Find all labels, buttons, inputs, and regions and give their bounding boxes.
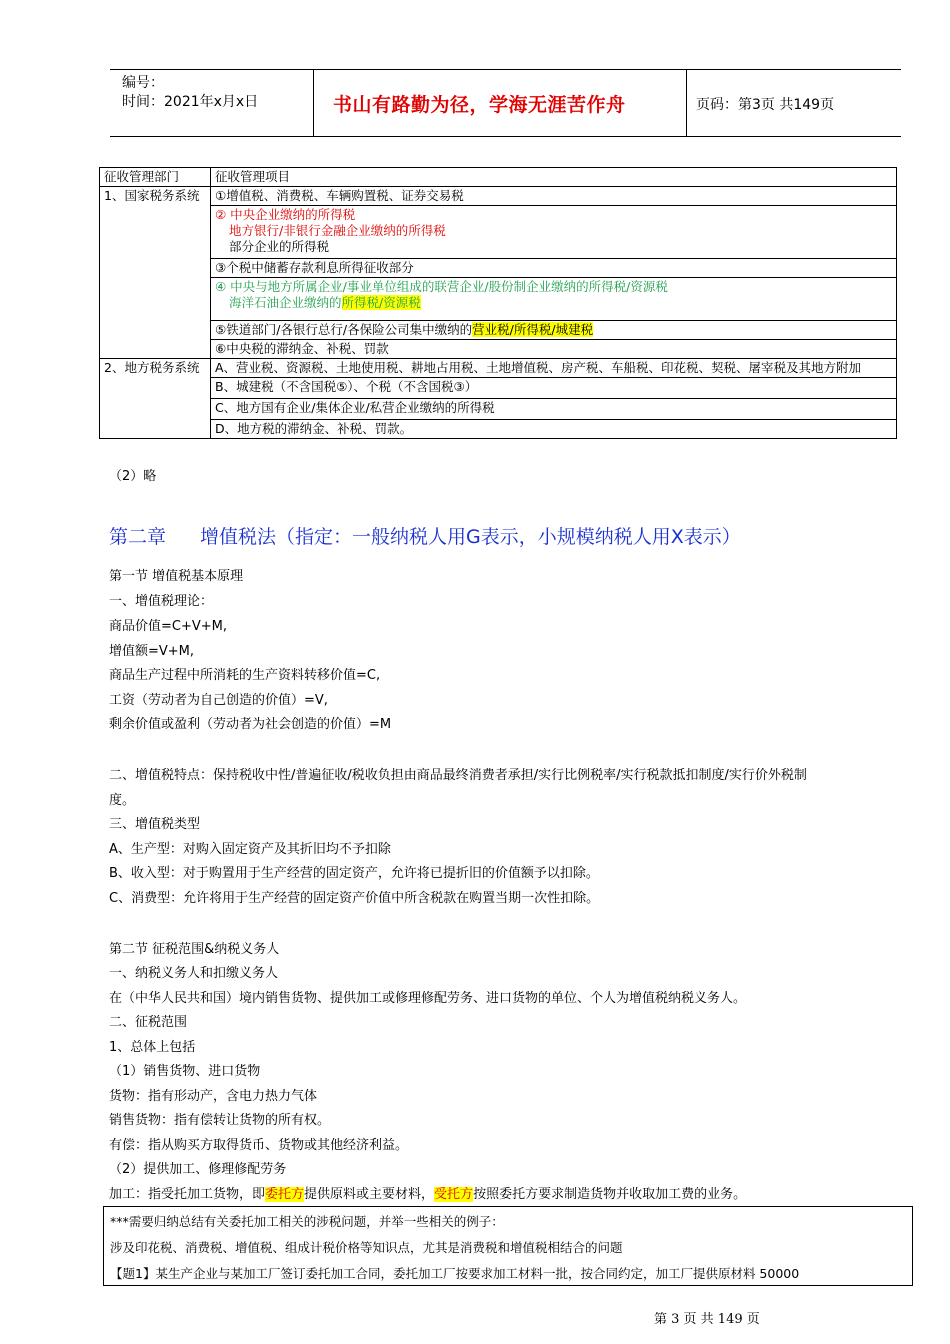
national-item-4b-text: 海洋石油企业缴纳的 [229, 295, 342, 310]
goods-1: （1）销售货物、进口货物 [109, 1064, 261, 1079]
table-row [100, 206, 897, 259]
table-row [100, 340, 897, 359]
national-item-2a: ② 中央企业缴纳的所得税 [215, 207, 356, 222]
type-c: C、消费型：允许将用于生产经营的固定资产价值中所含税款在购置当期一次性扣除。 [109, 891, 600, 906]
table-row [100, 420, 897, 439]
dept-local: 2、地方税务系统 [100, 359, 211, 439]
header-divider-right [686, 70, 687, 136]
national-item-4a: ④ 中央与地方所属企业/事业单位组成的联营企业/股份制企业缴纳的所得税/资源税 [215, 279, 668, 294]
national-item-5-highlight: 营业税/所得税/城建税 [472, 322, 594, 337]
processing-text-b: 提供原料或主要材料， [304, 1187, 435, 1202]
section-1-item-2: 二、增值税特点：保持税收中性/普遍征收/税收负担由商品最终消费者承担/实行比例税率/实行税款抵扣制度/实行价外税制 [109, 768, 807, 783]
col-header-department: 征收管理部门 [100, 168, 211, 187]
national-item-3: ③个税中储蓄存款利息所得征收部分 [211, 259, 897, 278]
section-2-item-2-1: 1、总体上包括 [109, 1040, 196, 1055]
national-item-2 [211, 206, 897, 259]
national-item-2c: 部分企业的所得税 [229, 239, 330, 254]
national-item-4b [215, 295, 892, 311]
header-time-label: 时间：2021年x月x日 [122, 94, 259, 110]
processing-text-c: 按照委托方要求制造货物并收取加工费的业务。 [473, 1187, 747, 1202]
processing-highlight-principal: 委托方 [265, 1187, 305, 1202]
note-line-3: 【题1】某生产企业与某加工厂签订委托加工合同，委托加工厂按要求加工材料一批，按合同约定，加工厂提供原材料 50000 [110, 1266, 800, 1281]
formula-1: 商品价值=C+V+M, [109, 619, 227, 634]
table-row [100, 278, 897, 321]
section-1-item-1: 一、增值税理论： [109, 594, 214, 609]
goods-4: 有偿：指从购买方取得货币、货物或其他经济利益。 [109, 1138, 409, 1153]
goods-5: （2）提供加工、修理修配劳务 [109, 1162, 287, 1177]
table-row [100, 399, 897, 420]
national-item-1: ①增值税、消费税、车辆购置税、证券交易税 [211, 187, 897, 206]
national-item-4b-highlight: 所得税/资源税 [341, 295, 421, 310]
local-item-a: A、营业税、资源税、土地使用税、耕地占用税、土地增值税、房产税、车船税、印花税、契税、屠宰税及其地方附加 [211, 359, 897, 378]
dept-national: 1、国家税务系统 [100, 187, 211, 359]
national-item-5-text: ⑤铁道部门/各银行总行/各保险公司集中缴纳的 [215, 322, 473, 337]
formula-2: 增值额=V+M, [109, 644, 195, 659]
header-bottom-rule [110, 136, 901, 137]
national-item-2b: 地方银行/非银行金融企业缴纳的所得税 [229, 223, 446, 238]
local-item-c: C、地方国有企业/集体企业/私营企业缴纳的所得税 [211, 399, 897, 420]
section-2-title: 第二节 征税范围&纳税义务人 [109, 942, 280, 957]
header-page-info: 页码：第3页 共149页 [696, 97, 835, 113]
header-top-rule [110, 69, 901, 70]
type-b: B、收入型：对于购置用于生产经营的固定资产，允许将已提折旧的价值额予以扣除。 [109, 866, 599, 881]
formula-4: 工资（劳动者为自己创造的价值）=V, [109, 693, 328, 708]
table-row [100, 321, 897, 340]
table-header-row [100, 168, 897, 187]
header-number-label: 编号： [122, 75, 164, 91]
chapter-number: 第二章 [109, 526, 167, 548]
note-box [103, 1206, 913, 1286]
chapter-heading [109, 522, 741, 549]
table-row [100, 259, 897, 278]
formula-3: 商品生产过程中所消耗的生产资料转移价值=C, [109, 668, 381, 683]
section-1-title: 第一节 增值税基本原理 [109, 569, 244, 584]
national-item-4 [211, 278, 897, 321]
page-footer: 第 3 页 共 149 页 [654, 1312, 760, 1327]
section-2-item-1-text: 在（中华人民共和国）境内销售货物、提供加工或修理修配劳务、进口货物的单位、个人为增值税纳税义务人。 [109, 991, 747, 1006]
note-line-2: 涉及印花税、消费税、增值税、组成计税价格等知识点，尤其是消费税和增值税相结合的问题 [110, 1240, 623, 1255]
header-motto: 书山有路勤为径，学海无涯苦作舟 [333, 94, 626, 116]
col-header-items: 征收管理项目 [211, 168, 897, 187]
local-item-b: B、城建税（不含国税⑤）、个税（不含国税③） [211, 378, 897, 399]
national-item-5 [211, 321, 897, 340]
header-divider-left [313, 70, 314, 136]
local-item-d: D、地方税的滞纳金、补税、罚款。 [211, 420, 897, 439]
processing-text-a: 加工：指受托加工货物，即 [109, 1187, 266, 1202]
processing-highlight-agent: 受托方 [434, 1187, 474, 1202]
formula-5: 剩余价值或盈利（劳动者为社会创造的价值）=M [109, 717, 392, 732]
type-a: A、生产型：对购入固定资产及其折旧均不予扣除 [109, 842, 391, 857]
section-2-item-2: 二、征税范围 [109, 1015, 188, 1030]
omitted-note: （2）略 [109, 469, 157, 484]
goods-3: 销售货物：指有偿转让货物的所有权。 [109, 1113, 331, 1128]
section-2-item-1: 一、纳税义务人和扣缴义务人 [109, 966, 279, 981]
processing-definition [109, 1183, 746, 1202]
national-item-6: ⑥中央税的滞纳金、补税、罚款 [211, 340, 897, 359]
tax-admin-table [99, 167, 897, 439]
section-1-item-3: 三、增值税类型 [109, 817, 201, 832]
table-row [100, 378, 897, 399]
table-row [100, 359, 897, 378]
table-row [100, 187, 897, 206]
chapter-title: 增值税法（指定：一般纳税人用G表示，小规模纳税人用X表示） [200, 526, 741, 548]
section-1-item-2-cont: 度。 [109, 793, 136, 808]
note-line-1: ***需要归纳总结有关委托加工相关的涉税问题，并举一些相关的例子： [110, 1214, 504, 1229]
goods-2: 货物：指有形动产，含电力热力气体 [109, 1089, 318, 1104]
